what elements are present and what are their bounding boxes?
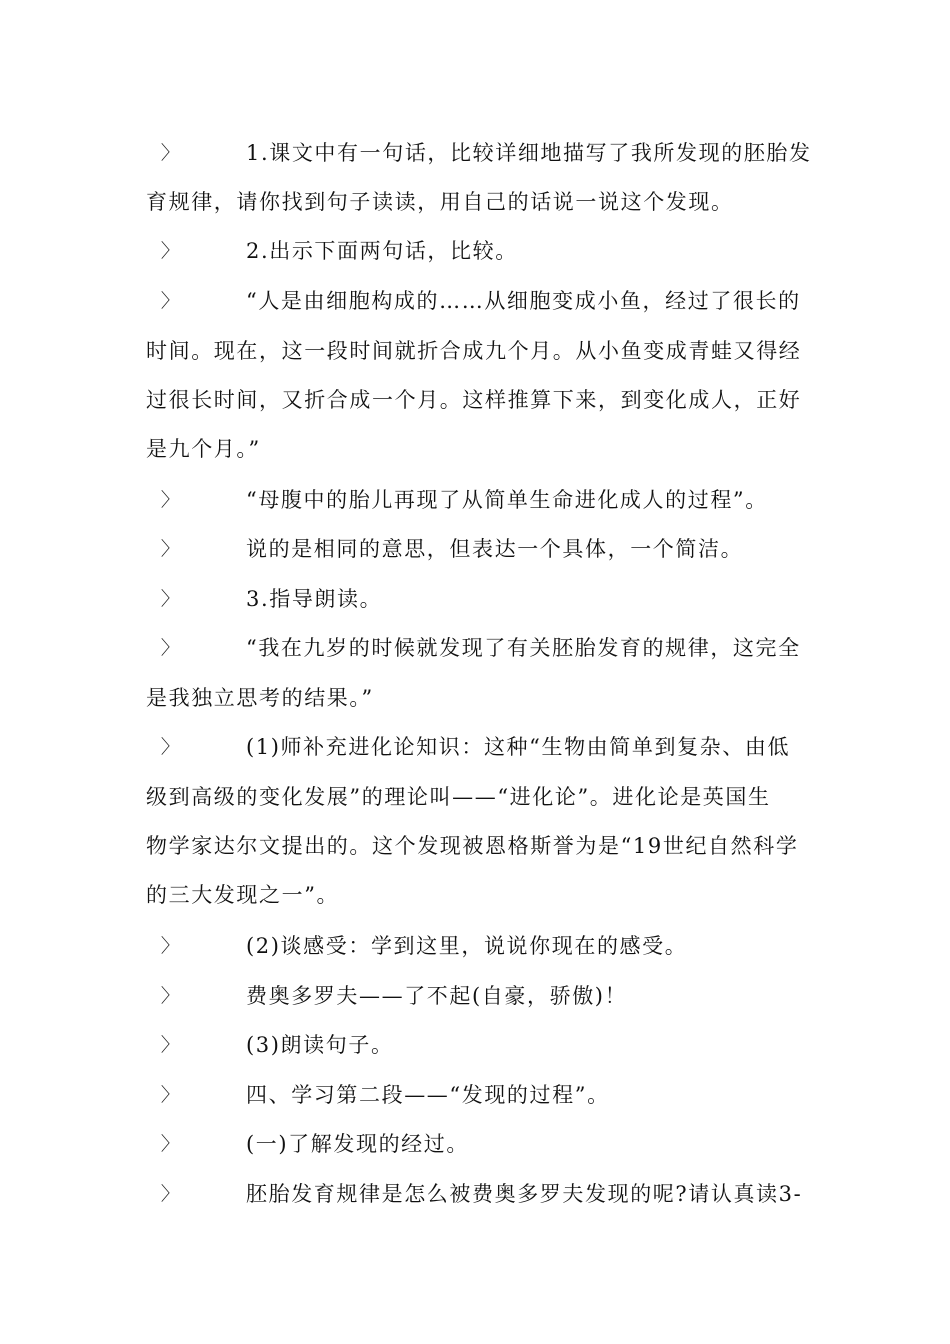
paragraph-line: [146, 276, 816, 326]
paragraph-line: [146, 921, 816, 971]
paragraph-text: 3.指导朗读。: [246, 587, 383, 611]
paragraph-line: [146, 673, 816, 723]
chevron-right-icon: 〉: [160, 736, 182, 758]
chevron-right-icon: 〉: [160, 290, 182, 312]
paragraph-text: 过很长时间，又折合成一个月。这样推算下来，到变化成人，正好: [146, 388, 802, 412]
paragraph-text: 1.课文中有一句话，比较详细地描写了我所发现的胚胎发: [246, 141, 812, 165]
paragraph-line: [146, 177, 816, 227]
paragraph-text: (2)谈感受：学到这里，说说你现在的感受。: [246, 934, 688, 958]
chevron-right-icon: 〉: [160, 538, 182, 560]
paragraph-line: [146, 574, 816, 624]
paragraph-text: 四、学习第二段——“发现的过程”。: [246, 1083, 610, 1107]
chevron-right-icon: 〉: [160, 985, 182, 1007]
paragraph-text: 2.出示下面两句话，比较。: [246, 239, 518, 263]
paragraph-line: [146, 128, 816, 178]
paragraph-line: [146, 475, 816, 525]
paragraph-line: [146, 424, 816, 474]
paragraph-line: [146, 326, 816, 376]
paragraph-text: “母腹中的胎儿再现了从简单生命进化成人的过程”。: [246, 488, 768, 512]
paragraph-text: 费奥多罗夫——了不起(自豪，骄傲)！: [246, 984, 628, 1008]
chevron-right-icon: 〉: [160, 588, 182, 610]
paragraph-line: [146, 623, 816, 673]
paragraph-line: [146, 1020, 816, 1070]
paragraph-text: “我在九岁的时候就发现了有关胚胎发育的规律，这完全: [246, 636, 801, 660]
paragraph-line: [146, 524, 816, 574]
chevron-right-icon: 〉: [160, 935, 182, 957]
paragraph-line: [146, 772, 816, 822]
chevron-right-icon: 〉: [160, 489, 182, 511]
paragraph-line: [146, 870, 816, 920]
paragraph-text: 是我独立思考的结果。”: [146, 686, 374, 710]
paragraph-text: 说的是相同的意思，但表达一个具体，一个简洁。: [246, 537, 744, 561]
chevron-right-icon: 〉: [160, 142, 182, 164]
paragraph-line: [146, 226, 816, 276]
chevron-right-icon: 〉: [160, 1084, 182, 1106]
paragraph-text: 的三大发现之一”。: [146, 883, 340, 907]
chevron-right-icon: 〉: [160, 1133, 182, 1155]
chevron-right-icon: 〉: [160, 637, 182, 659]
chevron-right-icon: 〉: [160, 1183, 182, 1205]
paragraph-text: 级到高级的变化发展”的理论叫——“进化论”。进化论是英国生: [146, 785, 771, 809]
paragraph-text: (3)朗读句子。: [246, 1033, 394, 1057]
paragraph-text: “人是由细胞构成的……从细胞变成小鱼，经过了很长的: [246, 289, 801, 313]
paragraph-text: 物学家达尔文提出的。这个发现被恩格斯誉为是“19世纪自然科学: [146, 834, 799, 858]
paragraph-text: 胚胎发育规律是怎么被费奥多罗夫发现的呢?请认真读3-: [246, 1182, 803, 1206]
paragraph-line: [146, 375, 816, 425]
paragraph-line: [146, 1119, 816, 1169]
paragraph-text: (一)了解发现的经过。: [246, 1132, 469, 1156]
paragraph-line: [146, 1070, 816, 1120]
paragraph-line: [146, 1169, 816, 1219]
paragraph-text: 育规律，请你找到句子读读，用自己的话说一说这个发现。: [146, 190, 734, 214]
paragraph-text: 是九个月。”: [146, 437, 261, 461]
paragraph-line: [146, 821, 816, 871]
paragraph-line: [146, 971, 816, 1021]
paragraph-text: (1)师补充进化论知识：这种“生物由简单到复杂、由低: [246, 735, 791, 759]
chevron-right-icon: 〉: [160, 1034, 182, 1056]
paragraph-text: 时间。现在，这一段时间就折合成九个月。从小鱼变成青蛙又得经: [146, 339, 802, 363]
chevron-right-icon: 〉: [160, 240, 182, 262]
paragraph-line: [146, 722, 816, 772]
